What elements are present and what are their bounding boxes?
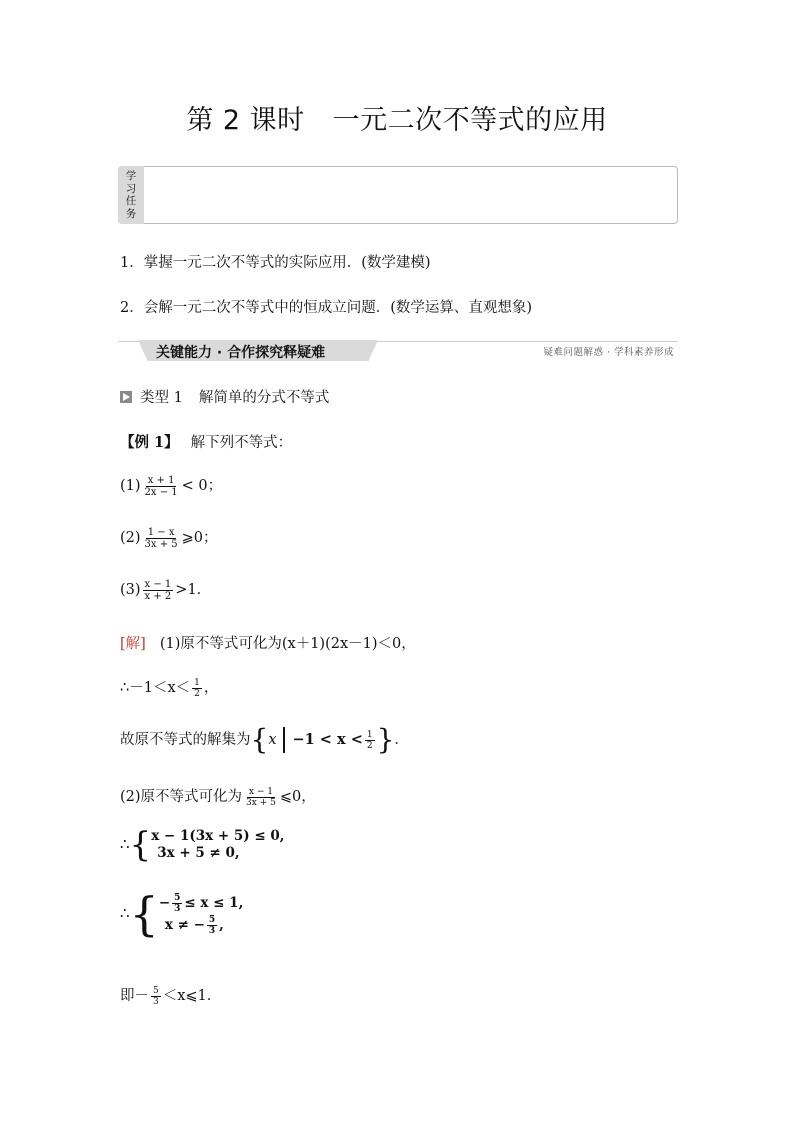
solution-text: 故原不等式的解集为 — [120, 732, 251, 748]
fraction — [207, 915, 217, 936]
solution-text: ∴－1＜x＜ — [120, 680, 191, 696]
section-header — [118, 340, 678, 362]
task-label-char: 任 — [125, 195, 137, 207]
numerator: 5 — [174, 893, 181, 903]
type-label: 类型 1 — [140, 390, 183, 406]
solution-line-2 — [120, 676, 218, 699]
problem-1 — [120, 474, 222, 498]
example-heading — [120, 431, 292, 452]
lesson-title: 一元二次不等式的应用 — [332, 105, 608, 136]
objective-2: 2．会解一元二次不等式中的恒成立问题．(数学运算、直观想象) — [120, 300, 533, 316]
system-line: 3x + 5 ≠ 0, — [157, 845, 240, 861]
problem-tail: < 0； — [181, 478, 223, 494]
task-label-char: 学 — [125, 170, 137, 182]
numerator: x − 1 — [144, 578, 172, 590]
solution-line-1 — [120, 632, 416, 653]
solution-text: ＜x⩽1． — [162, 988, 222, 1004]
problem-index: (1) — [120, 478, 141, 494]
denominator: 2x − 1 — [144, 486, 178, 498]
fraction — [365, 730, 375, 751]
numerator: 1 — [194, 677, 200, 688]
problem-index: (3) — [120, 582, 141, 598]
system-equations — [159, 892, 243, 936]
problem-3 — [120, 578, 211, 602]
system-text: − — [158, 895, 171, 911]
system-text: ≤ x ≤ 1, — [184, 895, 244, 911]
denominator: 2 — [366, 740, 373, 751]
numerator: 1 — [366, 729, 373, 740]
page-title — [0, 98, 794, 137]
system-brace: { — [129, 825, 152, 865]
therefore-symbol: ∴ — [120, 835, 130, 853]
system-text: x ≠ − — [164, 917, 205, 933]
left-brace: { — [250, 723, 269, 756]
solution-system-1 — [120, 825, 285, 865]
solution-text: ． — [394, 732, 409, 748]
denominator: 2 — [194, 688, 200, 699]
numerator: x − 1 — [248, 786, 273, 797]
denominator: 3x + 5 — [144, 538, 178, 550]
fraction — [244, 787, 278, 808]
fraction — [143, 527, 180, 550]
system-equations — [151, 828, 284, 862]
problem-tail: >1． — [175, 582, 212, 598]
solution-system-2 — [120, 887, 244, 941]
learning-task-label — [118, 166, 144, 224]
right-brace: } — [376, 723, 395, 756]
denominator: 3x + 5 — [246, 797, 276, 808]
lesson-number: 第 2 课时 — [186, 105, 305, 136]
solution-line-3 — [120, 723, 409, 756]
therefore-symbol: ∴ — [120, 904, 130, 922]
fraction — [143, 579, 174, 602]
section-subtitle: 疑难问题解惑 · 学科素养形成 — [543, 347, 674, 358]
set-variable: x — [268, 732, 277, 748]
numerator: 1 − x — [147, 526, 175, 538]
fraction — [172, 893, 182, 914]
set-condition: −1 < x < — [292, 731, 363, 748]
example-label: 【例 1】 — [120, 434, 179, 451]
type-title: 解简单的分式不等式 — [198, 390, 330, 406]
problem-2 — [120, 526, 218, 550]
fraction — [143, 475, 180, 498]
system-text: , — [219, 917, 224, 933]
problem-tail: ⩾0； — [181, 530, 218, 546]
solution-tag: [解] — [120, 636, 146, 652]
task-label-char: 习 — [125, 182, 137, 195]
system-line — [159, 892, 243, 914]
numerator: x + 1 — [147, 474, 175, 486]
task-label-char: 务 — [125, 207, 137, 220]
denominator: 3 — [153, 996, 159, 1007]
denominator: x + 2 — [144, 590, 172, 602]
solution-text: ⩽0， — [279, 789, 316, 805]
numerator: 5 — [153, 985, 159, 996]
denominator: 3 — [174, 904, 181, 914]
solution-text: ， — [203, 680, 219, 696]
solution-line-4 — [120, 785, 316, 808]
solution-text: 即－ — [120, 988, 149, 1004]
solution-line-5 — [120, 984, 221, 1007]
play-triangle-icon — [120, 391, 132, 403]
set-divider — [283, 727, 285, 753]
system-line — [159, 914, 243, 936]
fraction — [151, 986, 161, 1007]
system-brace: { — [129, 887, 159, 941]
objective-1: 1．掌握一元二次不等式的实际应用．(数学建模) — [120, 255, 431, 271]
numerator: 5 — [208, 915, 216, 925]
solution-text: (1)原不等式可化为(x＋1)(2x－1)＜0， — [159, 636, 416, 652]
learning-task-box — [118, 166, 678, 224]
problem-index: (2) — [120, 530, 141, 546]
example-text: 解下列不等式： — [190, 435, 293, 451]
solution-text: (2)原不等式可化为 — [120, 789, 243, 805]
type-heading — [120, 386, 329, 407]
fraction — [192, 678, 202, 699]
denominator: 3 — [208, 926, 216, 936]
system-line: x − 1(3x + 5) ≤ 0, — [151, 828, 285, 844]
section-tab-label: 关键能力 · 合作探究释疑难 — [156, 345, 326, 361]
